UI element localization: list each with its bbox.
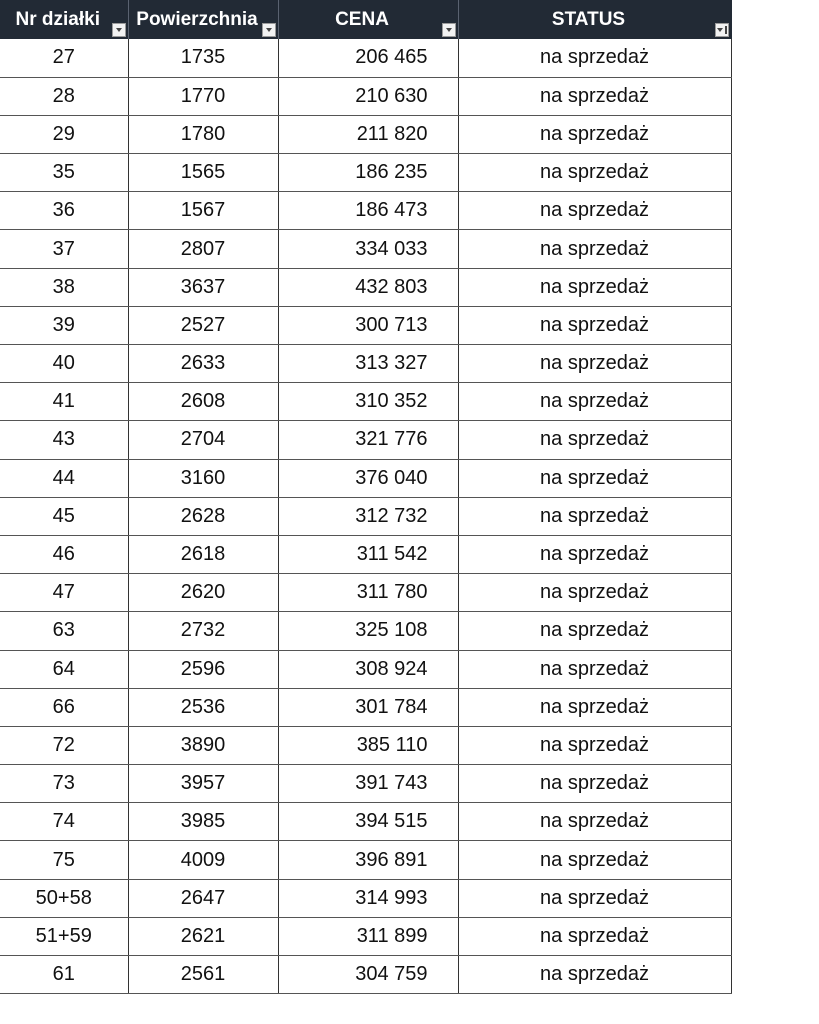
- cell-status[interactable]: na sprzedaż: [458, 765, 731, 803]
- cell-status[interactable]: na sprzedaż: [458, 841, 731, 879]
- cell-plot-number[interactable]: 63: [0, 612, 128, 650]
- cell-price[interactable]: 311 780: [278, 574, 458, 612]
- cell-area[interactable]: 2527: [128, 306, 278, 344]
- cell-price[interactable]: 334 033: [278, 230, 458, 268]
- cell-price[interactable]: 391 743: [278, 765, 458, 803]
- cell-area[interactable]: 1565: [128, 154, 278, 192]
- cell-status[interactable]: na sprzedaż: [458, 688, 731, 726]
- cell-plot-number[interactable]: 45: [0, 497, 128, 535]
- cell-area[interactable]: 2704: [128, 421, 278, 459]
- table-row: [0, 421, 731, 459]
- filter-applied-icon[interactable]: [715, 23, 729, 37]
- cell-area[interactable]: 1567: [128, 192, 278, 230]
- cell-status[interactable]: na sprzedaż: [458, 345, 731, 383]
- cell-area[interactable]: 2536: [128, 688, 278, 726]
- cell-price[interactable]: 311 542: [278, 535, 458, 573]
- cell-price[interactable]: 300 713: [278, 306, 458, 344]
- cell-area[interactable]: 3957: [128, 765, 278, 803]
- table-row: [0, 154, 731, 192]
- dropdown-arrow-icon[interactable]: [262, 23, 276, 37]
- cell-plot-number[interactable]: 72: [0, 726, 128, 764]
- cell-status[interactable]: na sprzedaż: [458, 39, 731, 77]
- cell-status[interactable]: na sprzedaż: [458, 459, 731, 497]
- cell-plot-number[interactable]: 44: [0, 459, 128, 497]
- cell-status[interactable]: na sprzedaż: [458, 803, 731, 841]
- cell-price[interactable]: 304 759: [278, 956, 458, 994]
- cell-status[interactable]: na sprzedaż: [458, 77, 731, 115]
- cell-area[interactable]: 3985: [128, 803, 278, 841]
- cell-area[interactable]: 2621: [128, 917, 278, 955]
- table-row: [0, 765, 731, 803]
- cell-plot-number[interactable]: 27: [0, 39, 128, 77]
- cell-status[interactable]: na sprzedaż: [458, 917, 731, 955]
- cell-area[interactable]: 2620: [128, 574, 278, 612]
- dropdown-arrow-icon[interactable]: [112, 23, 126, 37]
- header-area: [128, 0, 278, 39]
- cell-status[interactable]: na sprzedaż: [458, 535, 731, 573]
- cell-status[interactable]: na sprzedaż: [458, 956, 731, 994]
- cell-price[interactable]: 325 108: [278, 612, 458, 650]
- cell-plot-number[interactable]: 75: [0, 841, 128, 879]
- table-row: [0, 77, 731, 115]
- header-price: [278, 0, 458, 39]
- table-row: [0, 115, 731, 153]
- cell-plot-number[interactable]: 47: [0, 574, 128, 612]
- cell-plot-number[interactable]: 43: [0, 421, 128, 459]
- cell-plot-number[interactable]: 38: [0, 268, 128, 306]
- header-label: Powierzchnia: [136, 8, 258, 30]
- cell-plot-number[interactable]: 73: [0, 765, 128, 803]
- cell-area[interactable]: 2647: [128, 879, 278, 917]
- cell-status[interactable]: na sprzedaż: [458, 268, 731, 306]
- table-row: [0, 841, 731, 879]
- header-label: CENA: [335, 8, 389, 30]
- cell-plot-number[interactable]: 41: [0, 383, 128, 421]
- cell-plot-number[interactable]: 66: [0, 688, 128, 726]
- table-row: [0, 192, 731, 230]
- dropdown-arrow-icon[interactable]: [442, 23, 456, 37]
- cell-status[interactable]: na sprzedaż: [458, 306, 731, 344]
- table-row: [0, 688, 731, 726]
- header-label: STATUS: [551, 8, 626, 30]
- cell-price[interactable]: 210 630: [278, 77, 458, 115]
- header-label: Nr działki: [15, 8, 100, 30]
- cell-area[interactable]: 1780: [128, 115, 278, 153]
- cell-plot-number[interactable]: 28: [0, 77, 128, 115]
- cell-status[interactable]: na sprzedaż: [458, 230, 731, 268]
- cell-price[interactable]: 321 776: [278, 421, 458, 459]
- cell-price[interactable]: 394 515: [278, 803, 458, 841]
- cell-area[interactable]: 3160: [128, 459, 278, 497]
- cell-status[interactable]: na sprzedaż: [458, 383, 731, 421]
- cell-area[interactable]: 2633: [128, 345, 278, 383]
- cell-area[interactable]: 2608: [128, 383, 278, 421]
- cell-price[interactable]: 301 784: [278, 688, 458, 726]
- cell-area[interactable]: 2618: [128, 535, 278, 573]
- cell-area[interactable]: 3637: [128, 268, 278, 306]
- cell-status[interactable]: na sprzedaż: [458, 650, 731, 688]
- cell-price[interactable]: 186 235: [278, 154, 458, 192]
- cell-area[interactable]: 1770: [128, 77, 278, 115]
- header-status: [458, 0, 731, 39]
- table-row: [0, 345, 731, 383]
- cell-plot-number[interactable]: 51+59: [0, 917, 128, 955]
- cell-price[interactable]: 313 327: [278, 345, 458, 383]
- cell-area[interactable]: 2732: [128, 612, 278, 650]
- cell-price[interactable]: 206 465: [278, 39, 458, 77]
- header-row: [0, 0, 731, 39]
- cell-plot-number[interactable]: 39: [0, 306, 128, 344]
- table-row: [0, 917, 731, 955]
- cell-status[interactable]: na sprzedaż: [458, 726, 731, 764]
- cell-area[interactable]: 2628: [128, 497, 278, 535]
- table-row: [0, 39, 731, 77]
- cell-price[interactable]: 314 993: [278, 879, 458, 917]
- table-row: [0, 383, 731, 421]
- table-row: [0, 535, 731, 573]
- header-plot-number: [0, 0, 128, 39]
- cell-plot-number[interactable]: 40: [0, 345, 128, 383]
- cell-status[interactable]: na sprzedaż: [458, 879, 731, 917]
- cell-price[interactable]: 385 110: [278, 726, 458, 764]
- cell-plot-number[interactable]: 64: [0, 650, 128, 688]
- cell-area[interactable]: 1735: [128, 39, 278, 77]
- cell-plot-number[interactable]: 35: [0, 154, 128, 192]
- cell-plot-number[interactable]: 61: [0, 956, 128, 994]
- cell-status[interactable]: na sprzedaż: [458, 115, 731, 153]
- cell-price[interactable]: 376 040: [278, 459, 458, 497]
- cell-plot-number[interactable]: 36: [0, 192, 128, 230]
- cell-status[interactable]: na sprzedaż: [458, 421, 731, 459]
- cell-area[interactable]: 2596: [128, 650, 278, 688]
- table-row: [0, 497, 731, 535]
- cell-area[interactable]: 4009: [128, 841, 278, 879]
- table-row: [0, 574, 731, 612]
- cell-price[interactable]: 312 732: [278, 497, 458, 535]
- table-row: [0, 459, 731, 497]
- cell-area[interactable]: 2807: [128, 230, 278, 268]
- table-row: [0, 650, 731, 688]
- cell-price[interactable]: 186 473: [278, 192, 458, 230]
- cell-plot-number[interactable]: 29: [0, 115, 128, 153]
- cell-price[interactable]: 311 899: [278, 917, 458, 955]
- cell-price[interactable]: 308 924: [278, 650, 458, 688]
- cell-status[interactable]: na sprzedaż: [458, 497, 731, 535]
- table-row: [0, 612, 731, 650]
- cell-area[interactable]: 2561: [128, 956, 278, 994]
- cell-plot-number[interactable]: 46: [0, 535, 128, 573]
- table-row: [0, 306, 731, 344]
- cell-price[interactable]: 396 891: [278, 841, 458, 879]
- cell-area[interactable]: 3890: [128, 726, 278, 764]
- cell-status[interactable]: na sprzedaż: [458, 574, 731, 612]
- table-row: [0, 268, 731, 306]
- cell-plot-number[interactable]: 37: [0, 230, 128, 268]
- cell-price[interactable]: 432 803: [278, 268, 458, 306]
- cell-status[interactable]: na sprzedaż: [458, 192, 731, 230]
- table-row: [0, 879, 731, 917]
- cell-status[interactable]: na sprzedaż: [458, 154, 731, 192]
- table-row: [0, 230, 731, 268]
- table-row: [0, 726, 731, 764]
- cell-plot-number[interactable]: 50+58: [0, 879, 128, 917]
- cell-price[interactable]: 310 352: [278, 383, 458, 421]
- cell-price[interactable]: 211 820: [278, 115, 458, 153]
- cell-plot-number[interactable]: 74: [0, 803, 128, 841]
- table-row: [0, 956, 731, 994]
- table-row: [0, 803, 731, 841]
- cell-status[interactable]: na sprzedaż: [458, 612, 731, 650]
